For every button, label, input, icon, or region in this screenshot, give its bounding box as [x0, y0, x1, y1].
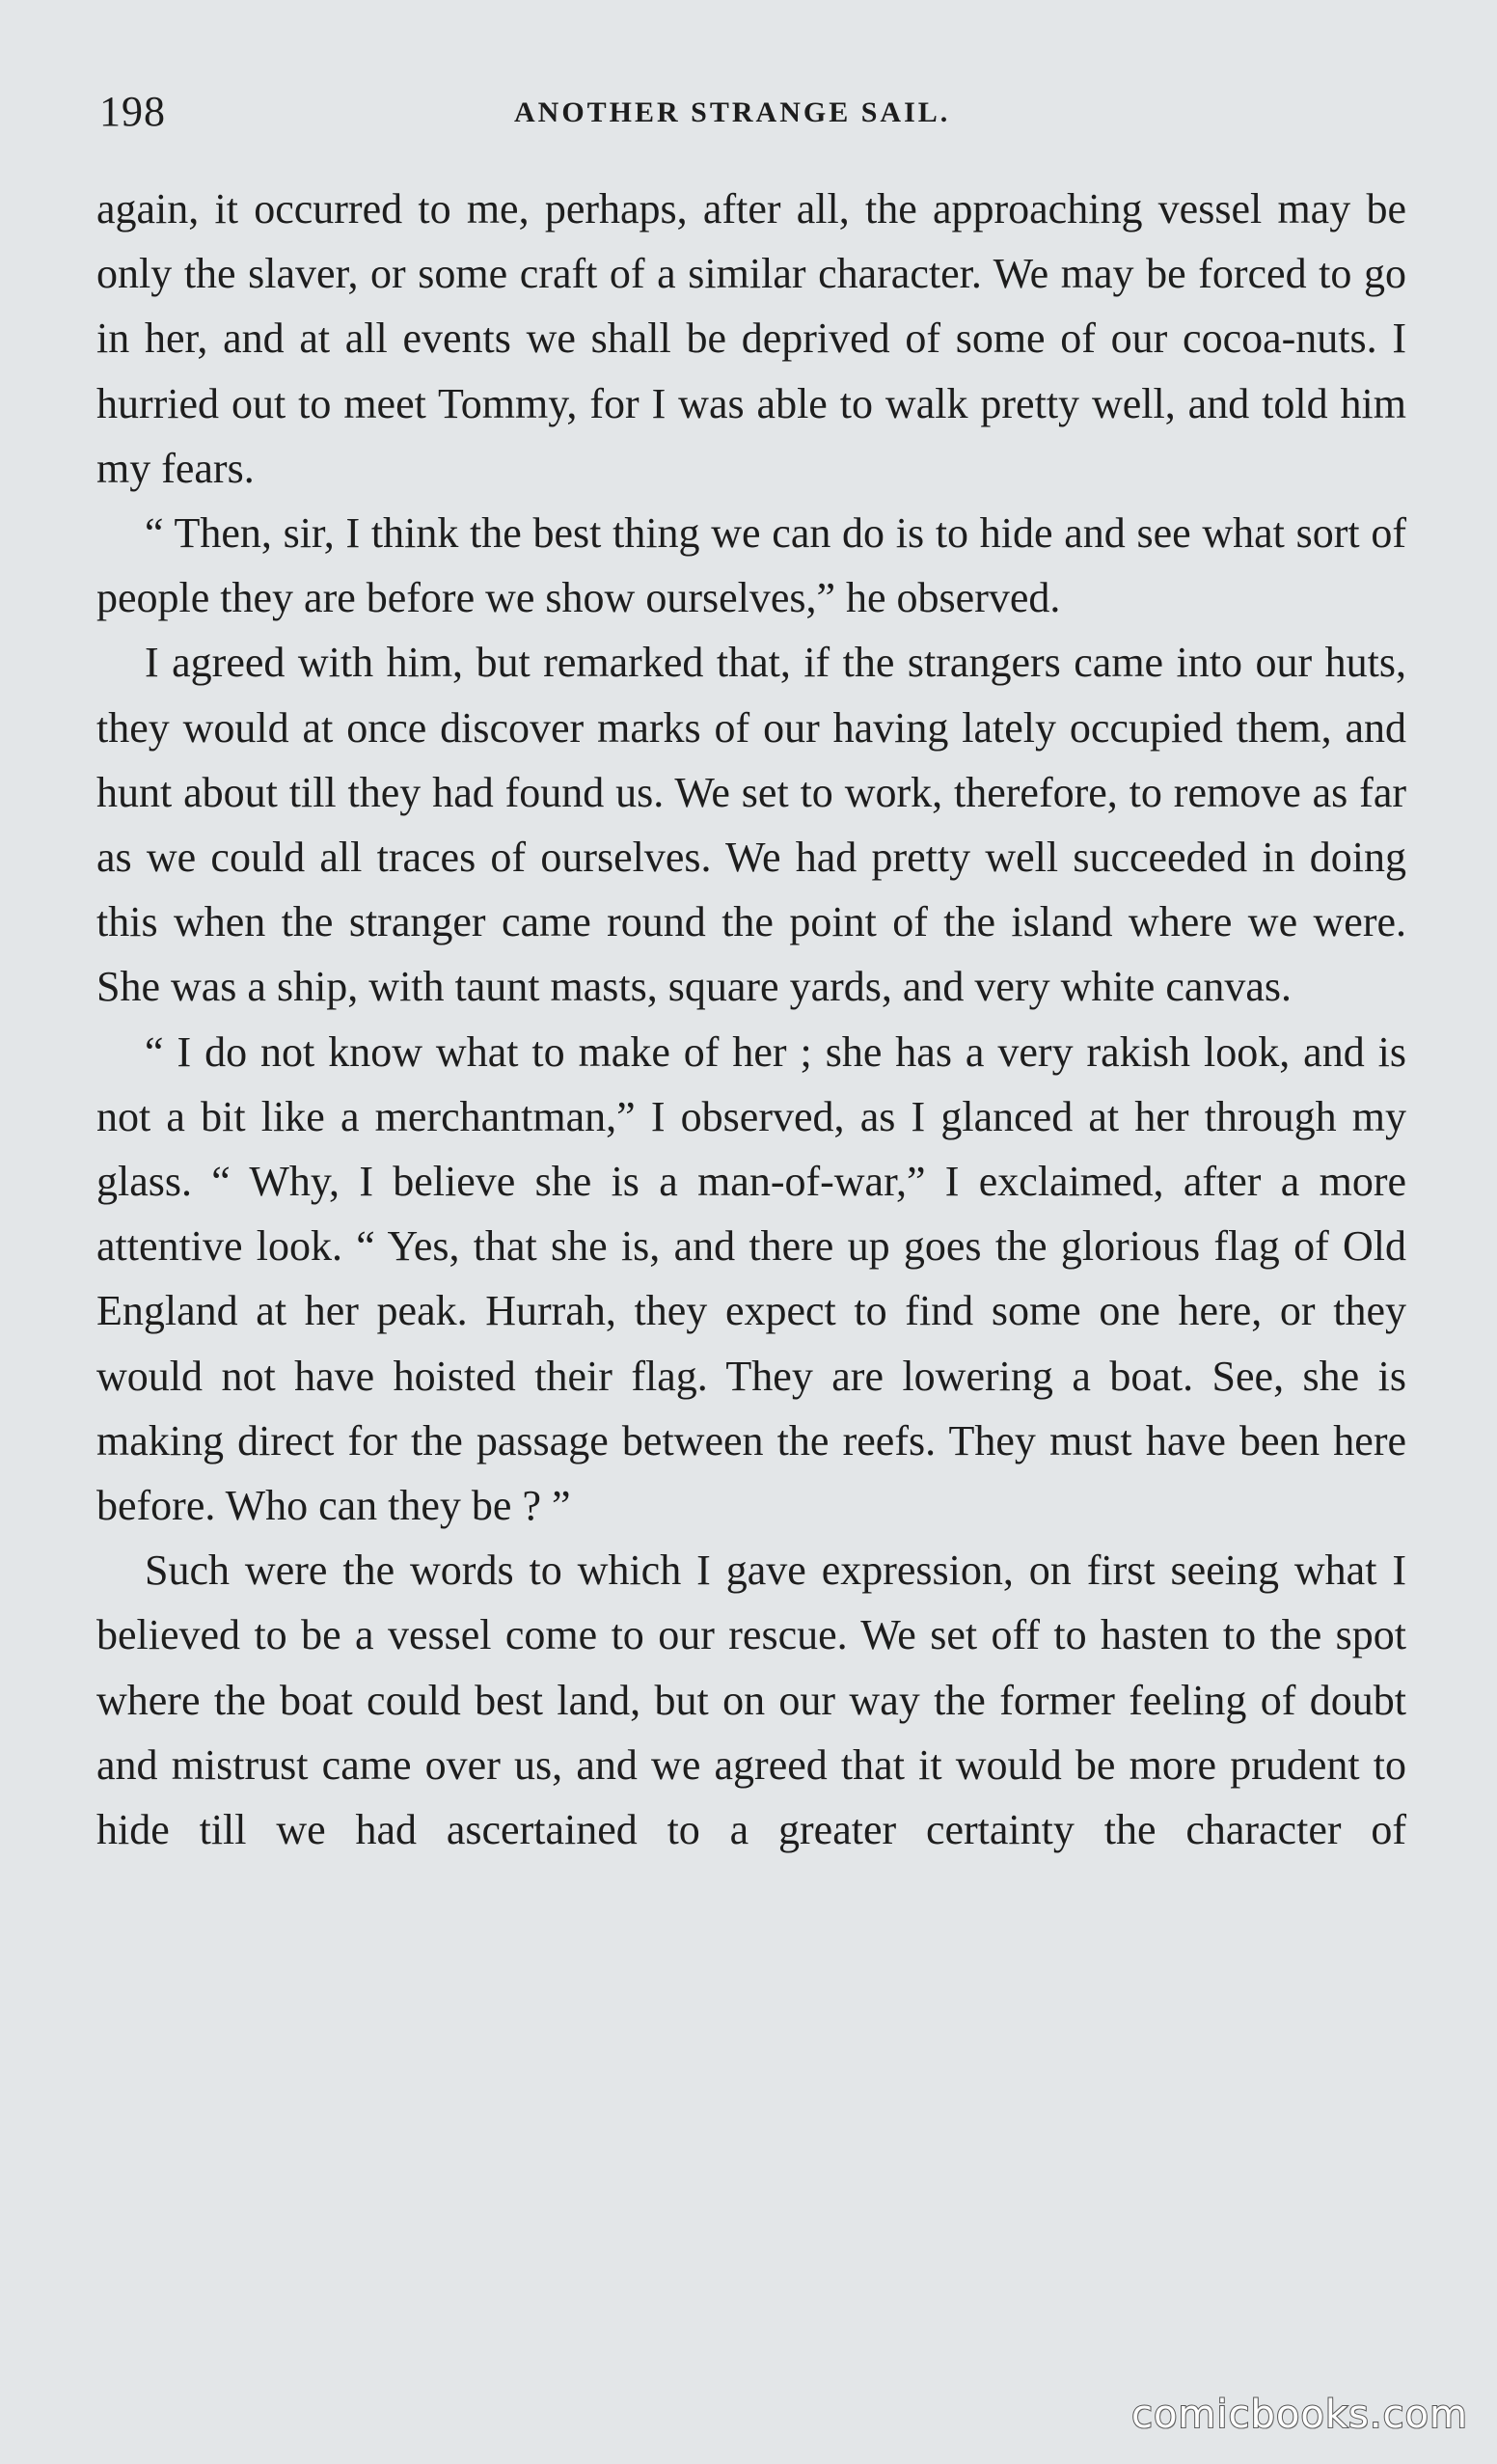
paragraph: “ Then, sir, I think the best thing we can do is to hide and see what sort of people they are before we show ourselves,” he observed. — [96, 509, 1406, 622]
page-header — [99, 87, 1403, 145]
watermark: comicbooks.com — [1130, 2393, 1468, 2437]
body-text — [96, 177, 1406, 1862]
running-head: ANOTHER STRANGE SAIL. — [514, 96, 951, 128]
paragraph: Such were the words to which I gave expression, on first seeing what I believed to be a vessel come to our rescue. We set off to hasten to the spot where the boat could best land, but on our way the former feeling of doubt and mistrust came over us, and we agreed that it would be more prudent to hide till we had ascertained to a greater certainty the character of — [96, 1547, 1406, 1854]
paragraph: I agreed with him, but remarked that, if the strangers came into our huts, they would at once discover marks of our having lately occupied them, and hunt about till they had found us. We set to work, therefore, to remove as far as we could all traces of ourselves. We had pretty well succeeded in doing this when the stranger came round the point of the island where we were. She was a ship, with taunt masts, square yards, and very white canvas. — [96, 639, 1406, 1011]
paragraph: “ I do not know what to make of her ; she has a very rakish look, and is not a bit like a merchantman,” I observed, as I glanced at her through my glass. “ Why, I believe she is a man-of-war,” I exclaimed, after a more attentive look. “ Yes, that she is, and there up goes the glorious flag of Old England at her peak. Hurrah, they expect to find some one here, or they would not have hoisted their flag. They are lowering a boat. See, she is making direct for the passage between the reefs. They must have been here before. Who can they be ? ” — [96, 1027, 1406, 1530]
page-number: 198 — [99, 88, 166, 135]
paragraph: again, it occurred to me, perhaps, after all, the approaching vessel may be only the slaver, or some craft of a similar character. We may be forced to go in her, and at all events we shall be deprived of some of our cocoa-nuts. I hurried out to meet Tommy, for I was able to walk pretty well, and told him my fears. — [96, 185, 1406, 492]
